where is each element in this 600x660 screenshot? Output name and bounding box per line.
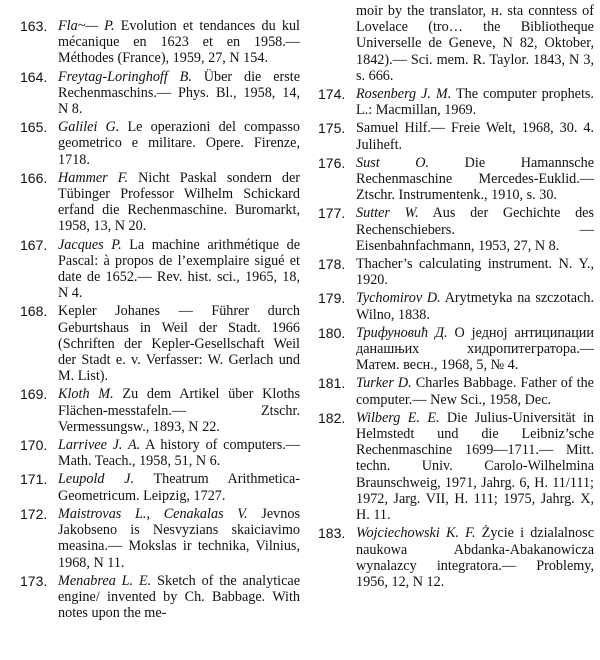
reference-entry bbox=[14, 573, 300, 622]
reference-entry bbox=[14, 386, 300, 435]
reference-number: 167. bbox=[20, 236, 48, 253]
reference-number: 176. bbox=[318, 154, 346, 171]
reference-text: Die Julius-Universität in Helmstedt und die Leibniz’sche Rechenmaschine 1699—1711.— Mitt. techn. Univ. Carolo-Wilhelmina Braunschweig, 1971, Jahrg. 6, H. 11/111; 1972, Jarg. VII, H. 111; 1975, Jahrg. X, H. 11. bbox=[356, 409, 594, 524]
reference-number: 163. bbox=[20, 18, 48, 34]
reference-entry bbox=[312, 86, 594, 118]
reference-author: Sust O. bbox=[356, 154, 430, 171]
reference-number: 183. bbox=[318, 525, 346, 542]
reference-text: Zu dem Artikel über Kloths Flächen-messtafeln.— Ztschr. Vermessungsw., 1893, N 22. bbox=[58, 386, 301, 435]
reference-entry bbox=[312, 525, 594, 590]
reference-author: Wilberg E. E. bbox=[356, 409, 440, 426]
reference-author: Maistrovas L., Cenakalas V. bbox=[58, 505, 248, 522]
reference-entry bbox=[312, 205, 594, 254]
reference-number: 165. bbox=[20, 119, 48, 136]
reference-entry bbox=[14, 170, 300, 235]
reference-entry bbox=[14, 303, 300, 384]
reference-number: 175. bbox=[318, 120, 346, 137]
reference-text: Nicht Paskal sondern der Tübinger Professor Wilhelm Schickard erfand die Rechenmaschine. Buromarkt, 1958, 13, N 20. bbox=[58, 169, 300, 235]
reference-number: 171. bbox=[20, 471, 48, 488]
reference-number: 181. bbox=[318, 375, 346, 392]
reference-text: Sketch of the analyticae engine/ invented by Ch. Babbage. With notes upon the me- bbox=[58, 572, 300, 622]
reference-number: 164. bbox=[20, 68, 48, 85]
reference-number: 178. bbox=[318, 256, 346, 273]
reference-author: Sutter W. bbox=[356, 205, 419, 222]
reference-entry bbox=[312, 256, 594, 288]
reference-author: Hammer F. bbox=[58, 169, 129, 186]
reference-number: 174. bbox=[318, 86, 346, 103]
reference-author: Jacques P. bbox=[58, 236, 122, 253]
reference-text: Kepler Johanes — Führer durch Geburtshaus in Weil der Stadt. 1966 (Schriften der Kepler-Gesellschaft Weil der Stadt e. v. Verfasser: W. Gerlach und M. List). bbox=[58, 303, 300, 385]
reference-author: Freytag-Loringhoff B. bbox=[58, 68, 192, 85]
reference-entry bbox=[14, 237, 300, 302]
reference-text: Jevnos Jakobseno is Nesvyzians skaiciavimo measina.— Mokslas ir technika, Vilnius, 1968, N 11. bbox=[58, 505, 300, 571]
reference-number: 177. bbox=[318, 205, 346, 222]
reference-number: 182. bbox=[318, 409, 346, 426]
reference-text: The computer prophets. L.: Macmillan, 1969. bbox=[356, 86, 594, 119]
reference-text: Le operazioni del compasso geometrico e militare. Opere. Firenze, 1718. bbox=[58, 119, 301, 168]
reference-author: Wojciechowski K. F. bbox=[356, 525, 476, 542]
reference-text: О једној антиципации данашњих хидропитегратора.— Матем. весн., 1968, 5, № 4. bbox=[356, 324, 594, 374]
reference-text: Evolution et tendances du kul mécanique en 1623 et en 1958.— Méthodes (France), 1959, 27, N 154. bbox=[58, 18, 300, 67]
reference-text: Samuel Hilf.— Freie Welt, 1968, 30. 4. Juliheft. bbox=[356, 120, 594, 153]
reference-number: 172. bbox=[20, 505, 48, 522]
reference-text: La machine arithmétique de Pascal: à propos de l’exemplaire sigué et date de 1652.— Rev. hist. sci., 1965, 18, N 4. bbox=[58, 236, 300, 302]
reference-entry bbox=[14, 471, 300, 503]
reference-entry bbox=[312, 290, 594, 322]
reference-entry bbox=[14, 18, 300, 67]
reference-number: 170. bbox=[20, 437, 48, 454]
reference-author: Menabrea L. E. bbox=[58, 572, 152, 589]
reference-number: 169. bbox=[20, 386, 48, 403]
reference-author: Трифуновић Д. bbox=[356, 324, 448, 341]
reference-text: Arytmetyka na szczotach. Wilno, 1838. bbox=[356, 290, 595, 323]
reference-author: Turker D. bbox=[356, 375, 412, 392]
reference-author: Kloth M. bbox=[58, 386, 114, 403]
reference-entry bbox=[14, 69, 300, 118]
left-column bbox=[14, 18, 300, 623]
continued-entry-text: moir by the translator, н. sta conntess of Lovelace (tro… the Bibliotheque Universelle de Geneve, N 82, Oktober, 1842).— Sci. mem. R. Taylor. 1843, N 3, s. 666. bbox=[356, 3, 594, 84]
reference-entry bbox=[312, 155, 594, 204]
reference-author: Rosenberg J. M. bbox=[356, 86, 452, 103]
reference-text: Über die erste Rechenmaschins.— Phys. Bl., 1958, 14, N 8. bbox=[58, 68, 300, 118]
reference-entry bbox=[312, 120, 594, 152]
reference-text: Theatrum Arithmetica-Geometricum. Leipzig, 1727. bbox=[58, 471, 300, 504]
reference-text: Aus der Gechichte des Rechenschiebers. — Eisenbahnfachmann, 1953, 27, N 8. bbox=[356, 205, 594, 254]
reference-entry bbox=[14, 506, 300, 571]
reference-entry bbox=[14, 119, 300, 168]
right-column bbox=[312, 3, 594, 592]
reference-author: Tychomirov D. bbox=[356, 290, 441, 307]
reference-number: 168. bbox=[20, 303, 48, 320]
reference-entry bbox=[312, 325, 594, 374]
reference-text: Charles Babbage. Father of the computer.— New Sci., 1958, Dec. bbox=[356, 375, 594, 408]
reference-number: 179. bbox=[318, 290, 346, 307]
reference-text: Die Hamannsche Rechenmaschine Mercedes-Euklid.— Ztschr. Instrumentenk., 1910, s. 30. bbox=[356, 154, 594, 204]
reference-author: Larrivee J. A. bbox=[58, 437, 141, 454]
reference-entry bbox=[312, 410, 594, 523]
reference-text: A history of computers.— Math. Teach., 1958, 51, N 6. bbox=[58, 437, 300, 470]
reference-entry bbox=[14, 437, 300, 469]
reference-author: Fla~— P. bbox=[58, 18, 115, 34]
reference-entry bbox=[312, 375, 594, 407]
reference-author: Leupold J. bbox=[58, 471, 135, 488]
reference-number: 173. bbox=[20, 572, 48, 589]
reference-text: Życie i dzialalnosc naukowa Abdanka-Abakanowicza wynalazcy integratora.— Problemy, 1956, 12, N 12. bbox=[356, 525, 595, 590]
reference-author: Galilei G. bbox=[58, 119, 120, 136]
reference-number: 166. bbox=[20, 169, 48, 186]
reference-number: 180. bbox=[318, 324, 346, 341]
reference-text: Thacher’s calculating instrument. N. Y., 1920. bbox=[356, 256, 594, 289]
